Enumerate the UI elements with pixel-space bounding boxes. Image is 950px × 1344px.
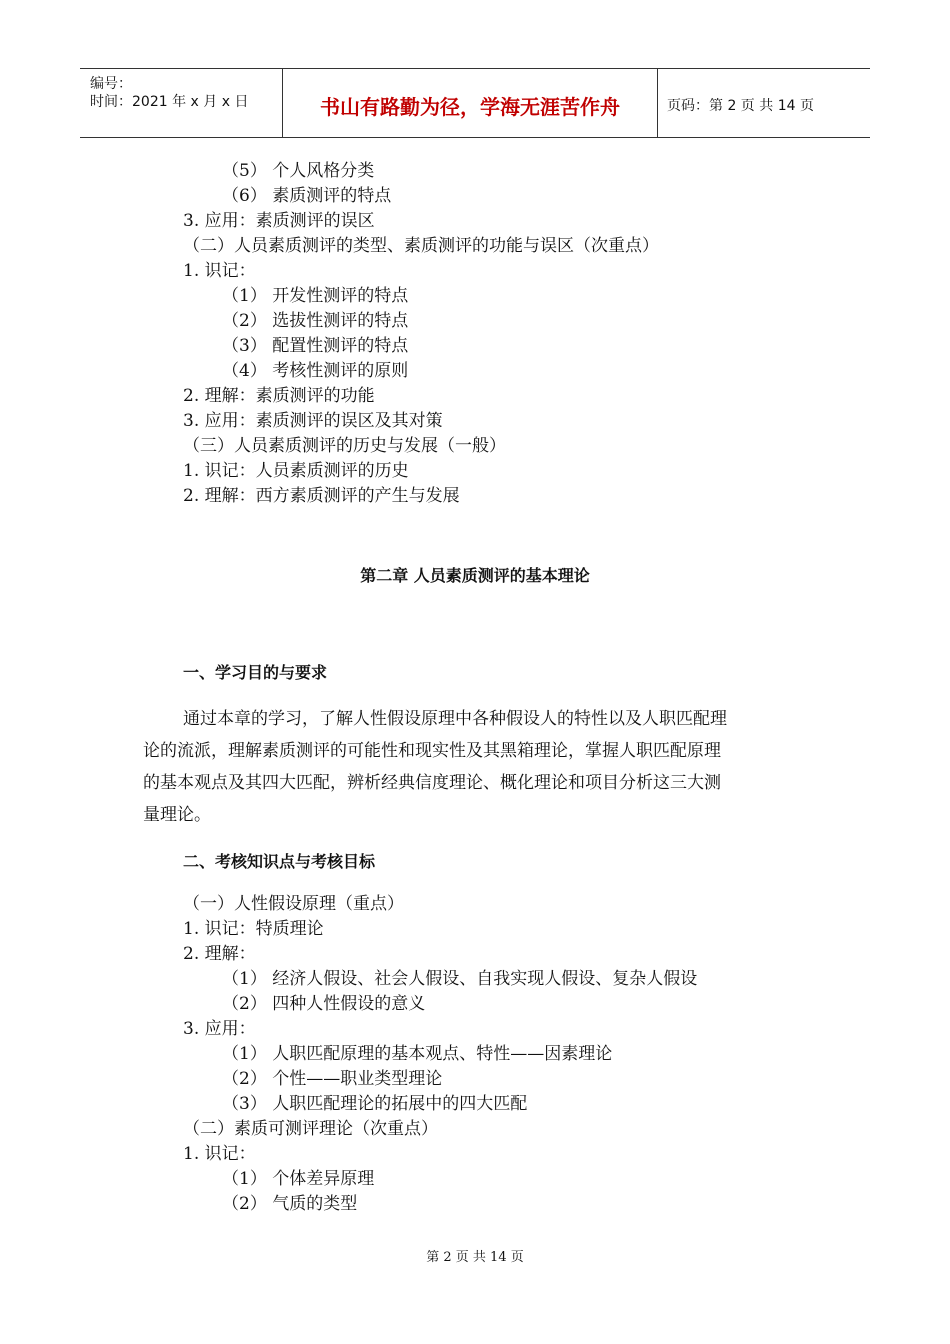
outline-line: 3. 应用：素质测评的误区及其对策 bbox=[183, 411, 443, 431]
outline-line: （2） 气质的类型 bbox=[222, 1194, 358, 1214]
outline-line: 3. 应用： bbox=[183, 1019, 256, 1039]
page-header bbox=[80, 68, 870, 138]
outline-line: （2） 个性——职业类型理论 bbox=[222, 1069, 443, 1089]
motto: 书山有路勤为径，学海无涯苦作舟 bbox=[320, 95, 620, 119]
header-meta-cell bbox=[80, 69, 282, 137]
outline-line: 1. 识记：特质理论 bbox=[183, 919, 324, 939]
outline-line: 3. 应用：素质测评的误区 bbox=[183, 211, 375, 231]
outline-line: 2. 理解：西方素质测评的产生与发展 bbox=[183, 486, 460, 506]
paragraph-line: 量理论。 bbox=[143, 805, 211, 825]
outline-line: （三）人员素质测评的历史与发展（一般） bbox=[183, 436, 506, 456]
outline-line: 1. 识记：人员素质测评的历史 bbox=[183, 461, 409, 481]
outline-line: （一）人性假设原理（重点） bbox=[183, 894, 404, 914]
outline-line: （4） 考核性测评的原则 bbox=[222, 361, 409, 381]
outline-line: （1） 经济人假设、社会人假设、自我实现人假设、复杂人假设 bbox=[222, 969, 698, 989]
section-title: 一、学习目的与要求 bbox=[183, 663, 328, 682]
outline-line: （2） 选拔性测评的特点 bbox=[222, 311, 409, 331]
outline-line: （3） 配置性测评的特点 bbox=[222, 336, 409, 356]
outline-line: （1） 个体差异原理 bbox=[222, 1169, 375, 1189]
outline-line: 2. 理解：素质测评的功能 bbox=[183, 386, 375, 406]
outline-line: （2） 四种人性假设的意义 bbox=[222, 994, 426, 1014]
outline-line: （5） 个人风格分类 bbox=[222, 161, 375, 181]
section-paragraph bbox=[143, 703, 833, 831]
outline-line: 2. 理解： bbox=[183, 944, 256, 964]
paragraph-line: 的基本观点及其四大匹配，辨析经典信度理论、概化理论和项目分析这三大测 bbox=[143, 773, 721, 793]
paragraph-line: 通过本章的学习，了解人性假设原理中各种假设人的特性以及人职匹配理 bbox=[183, 709, 727, 729]
outline-line: （1） 人职匹配原理的基本观点、特性——因素理论 bbox=[222, 1044, 613, 1064]
outline-line: 1. 识记： bbox=[183, 1144, 256, 1164]
outline-line: （二）素质可测评理论（次重点） bbox=[183, 1119, 438, 1139]
header-page-cell bbox=[657, 69, 870, 137]
outline-line: （6） 素质测评的特点 bbox=[222, 186, 392, 206]
paragraph-line: 论的流派，理解素质测评的可能性和现实性及其黑箱理论，掌握人职匹配原理 bbox=[143, 741, 721, 761]
outline-line: （3） 人职匹配理论的拓展中的四大匹配 bbox=[222, 1094, 528, 1114]
outline-line: （二）人员素质测评的类型、素质测评的功能与误区（次重点） bbox=[183, 236, 659, 256]
chapter-title: 第二章 人员素质测评的基本理论 bbox=[360, 566, 590, 585]
outline-line: （1） 开发性测评的特点 bbox=[222, 286, 409, 306]
outline-line: 1. 识记： bbox=[183, 261, 256, 281]
page-footer: 第 2 页 共 14 页 bbox=[426, 1250, 524, 1265]
time-label: 时间：2021 年 x 月 x 日 bbox=[90, 94, 249, 110]
page-info: 页码：第 2 页 共 14 页 bbox=[667, 98, 814, 114]
header-motto-cell bbox=[282, 69, 658, 137]
section-title: 二、考核知识点与考核目标 bbox=[183, 852, 376, 871]
number-label: 编号： bbox=[90, 76, 132, 92]
